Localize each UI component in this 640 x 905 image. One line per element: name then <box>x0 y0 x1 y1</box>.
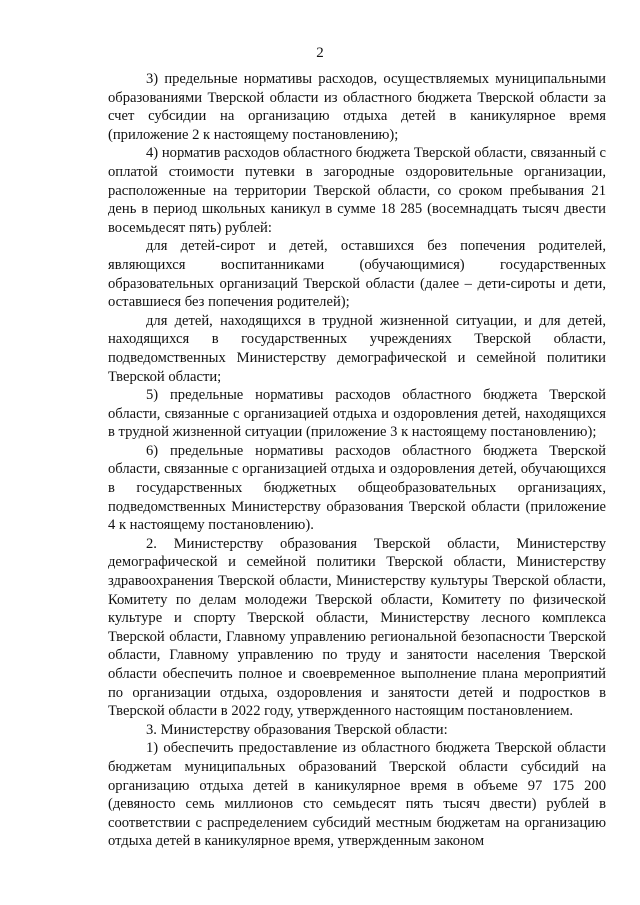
paragraph-item-6: 6) предельные нормативы расходов областного бюджета Тверской области, связанные с организацией отдыха и оздоровления детей, обучающихся в государственных бюджетных общеобразовательных организациях, подведомственных Министерству образования Тверской области (приложение 4 к настоящему постановлению). <box>108 442 606 534</box>
paragraph-hardship: для детей, находящихся в трудной жизненной ситуации, и для детей, находящихся в государственных учреждениях Тверской области, подведомственных Министерству демографической и семейной политики Тверской области; <box>108 312 606 385</box>
paragraph-item-3: 3) предельные нормативы расходов, осуществляемых муниципальными образованиями Тверской области из областного бюджета Тверской области за счет субсидии на организацию отдыха детей в каникулярное время (приложение 2 к настоящему постановлению); <box>108 71 606 143</box>
paragraph-section-2: 2. Министерству образования Тверской области, Министерству демографической и семейной политики Тверской области, Министерству здравоохранения Тверской области, Министерству культуры Тверской области, Комитету по делам молодежи Тверской области, Комитету по физической культуре и спорту Тверской области, Министерству лесного комплекса Тверской области, Главному управлению региональной безопасности Тверской области, Главному управлению по труду и занятости населения Тверской области обеспечить полное и своевременное выполнение плана мероприятий по организации отдыха, оздоровления и занятости детей и подростков в Тверской области в 2022 году, утвержденного настоящим постановлением. <box>108 535 606 720</box>
paragraph-item-4: 4) норматив расходов областного бюджета Тверской области, связанный с оплатой стоимости путевки в загородные оздоровительные организации, расположенные на территории Тверской области, со сроком пребывания 21 день в период школьных каникул в сумме 18 285 (восемнадцать тысяч двести восемьдесят пять) рублей: <box>108 145 606 236</box>
paragraph-orphans: для детей-сирот и детей, оставшихся без попечения родителей, являющихся воспитанниками (обучающимися) государственных образовательных организаций Тверской области (далее – дети-сироты и дети, оставшиеся без попечения родителей); <box>108 238 606 311</box>
paragraph-section-3: 3. Министерству образования Тверской области: <box>146 721 448 738</box>
paragraph-section-3-item-1: 1) обеспечить предоставление из областного бюджета Тверской области бюджетам муниципальных образований Тверской области субсидий на организацию отдыха детей в каникулярное время в объеме 97 175 200 (девяносто семь миллионов сто семьдесят пять тысяч двести) рублей в соответствии с распределением субсидий местным бюджетам на организацию отдыха детей в каникулярное время, утвержденным законом <box>108 740 606 850</box>
page-number: 2 <box>316 45 324 61</box>
paragraph-item-5: 5) предельные нормативы расходов областного бюджета Тверской области, связанные с организацией отдыха и оздоровления детей, находящихся в трудной жизненной ситуации (приложение 3 к настоящему постановлению); <box>108 387 606 441</box>
document-body <box>108 70 606 851</box>
